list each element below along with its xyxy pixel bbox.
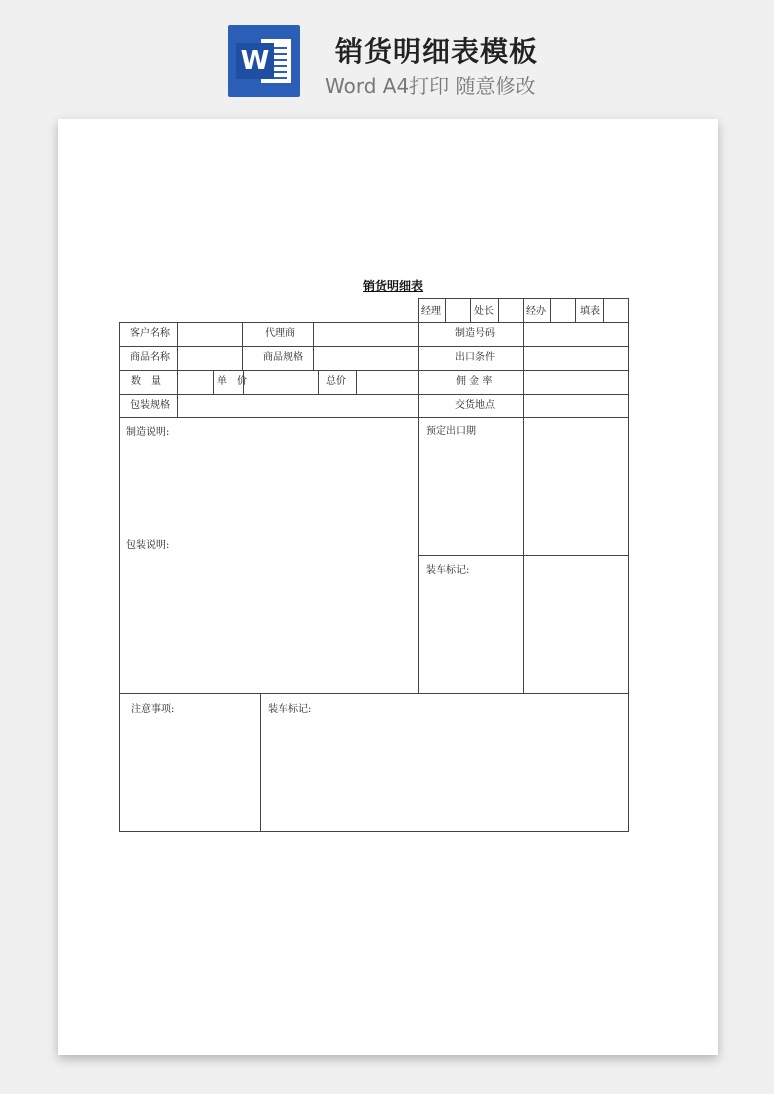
label-unit-price: 单 价 [217, 376, 247, 387]
table-center-line [418, 322, 419, 694]
label-product-spec: 商品规格 [263, 352, 303, 363]
table-value-line [523, 322, 524, 694]
approval-manager: 经理 [421, 306, 441, 317]
table-mid-line [313, 322, 314, 370]
table-mid-line [356, 370, 357, 394]
label-product-name: 商品名称 [130, 352, 170, 363]
table-mid-line [242, 322, 243, 370]
label-loading-mark-2: 装车标记: [268, 704, 312, 715]
approval-divider [523, 298, 524, 322]
document-title: 销货明细表 [363, 279, 424, 293]
approval-filler: 填表 [580, 306, 600, 317]
table-label-line [177, 322, 178, 418]
label-agent: 代理商 [265, 328, 295, 339]
label-total-price: 总价 [326, 376, 346, 387]
word-icon [228, 25, 300, 97]
approval-divider [445, 298, 446, 322]
label-loading-mark: 装车标记: [426, 565, 470, 576]
label-customer-name: 客户名称 [130, 328, 170, 339]
approval-divider [603, 298, 604, 322]
template-subtitle: Word A4打印 随意修改 [325, 74, 536, 98]
table-line [119, 346, 629, 347]
label-quantity: 数 量 [131, 376, 161, 387]
table-line [119, 693, 629, 694]
approval-divider [498, 298, 499, 322]
table-line [119, 417, 629, 418]
label-packing-desc: 包装说明: [126, 540, 170, 551]
label-manufacture-no: 制造号码 [455, 328, 495, 339]
template-title: 销货明细表模板 [335, 35, 539, 68]
approval-divider [550, 298, 551, 322]
approval-divider [470, 298, 471, 322]
label-delivery-place: 交货地点 [455, 400, 495, 411]
approval-divider [575, 298, 576, 322]
table-mid-line [318, 370, 319, 394]
label-scheduled-export: 预定出口期 [426, 426, 476, 437]
table-line [119, 394, 629, 395]
approval-left-line [418, 298, 419, 322]
table-mid-line [213, 370, 214, 394]
page-header [0, 0, 774, 110]
label-packing-spec: 包装规格 [130, 400, 170, 411]
table-bottom-line [119, 831, 629, 832]
approval-right-line [628, 298, 629, 322]
table-right-line [628, 322, 629, 832]
approval-director: 处长 [474, 306, 494, 317]
label-commission-rate: 佣 金 率 [456, 376, 493, 387]
approval-handler: 经办 [526, 306, 546, 317]
table-left-line [119, 322, 120, 832]
table-line [119, 370, 629, 371]
label-export-terms: 出口条件 [455, 352, 495, 363]
table-bottom-divider [260, 693, 261, 831]
document-page [58, 119, 718, 1055]
label-manufacture-desc: 制造说明: [126, 427, 170, 438]
table-line [119, 322, 629, 323]
word-icon-letter: W [236, 43, 274, 79]
label-notes: 注意事项: [131, 704, 175, 715]
